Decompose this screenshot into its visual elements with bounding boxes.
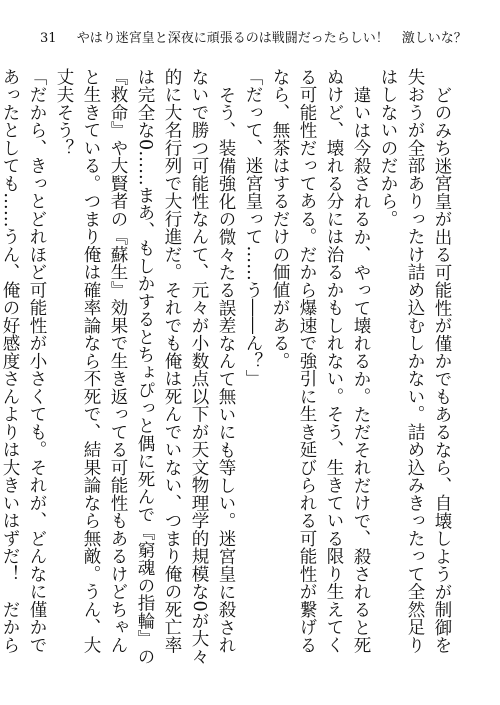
running-title: やはり迷宮皇と深夜に頑張るのは戦闘だったらしい！ 激しいな？: [76, 31, 467, 46]
paragraph-3: そう、装備強化の微々たる誤差なんて無いにも等しい。迷宮皇に殺されないで勝つ可能性なんて、元々が小数点以下が天文物理学的規模な0が大々的に大名行列で大行進だ。それでも俺は死んでいない、つまり俺の死亡率は完全な0……まあ、もしかするとちょぴっと偶に死んで『窮魂の指輪』の『救命』や大賢者の『蘇生』効果で生き返ってる可能性もあるけどちゃんと生きている。つまり俺は確率論なら不死で、結果論なら無敵。うん、大丈夫そう？: [54, 68, 236, 666]
paragraph-1: どのみち迷宮皇が出る可能性が僅かでもあるなら、自壊しようが制御を失おうが全部ありったけ詰め込むしかない。詰め込みきったって全然足りはしないのだから。: [378, 68, 452, 654]
dialogue-1: 「だって、迷宮皇って……う――ん？」: [243, 68, 263, 388]
dialogue-2: 「だから、きっとどれほど可能性が小さくても。それが、どんなに僅かであったとしても……うん、俺の好感度さんよりは大きいはずだ！ だから: [0, 68, 47, 654]
page-header: [40, 28, 480, 50]
paragraph-2: 違いは今殺されるか、やって壊れるか。ただそれだけで、殺されると死ぬけど、壊れる分には治るかもしれない。そう、生きている限り生えてくる可能性だってある。だから爆速で強引に生き延びられる可能性が繋げるなら、無茶はするだけの価値がある。: [270, 68, 371, 654]
vertical-body-text: [0, 68, 455, 668]
page-number: 31: [40, 31, 57, 46]
